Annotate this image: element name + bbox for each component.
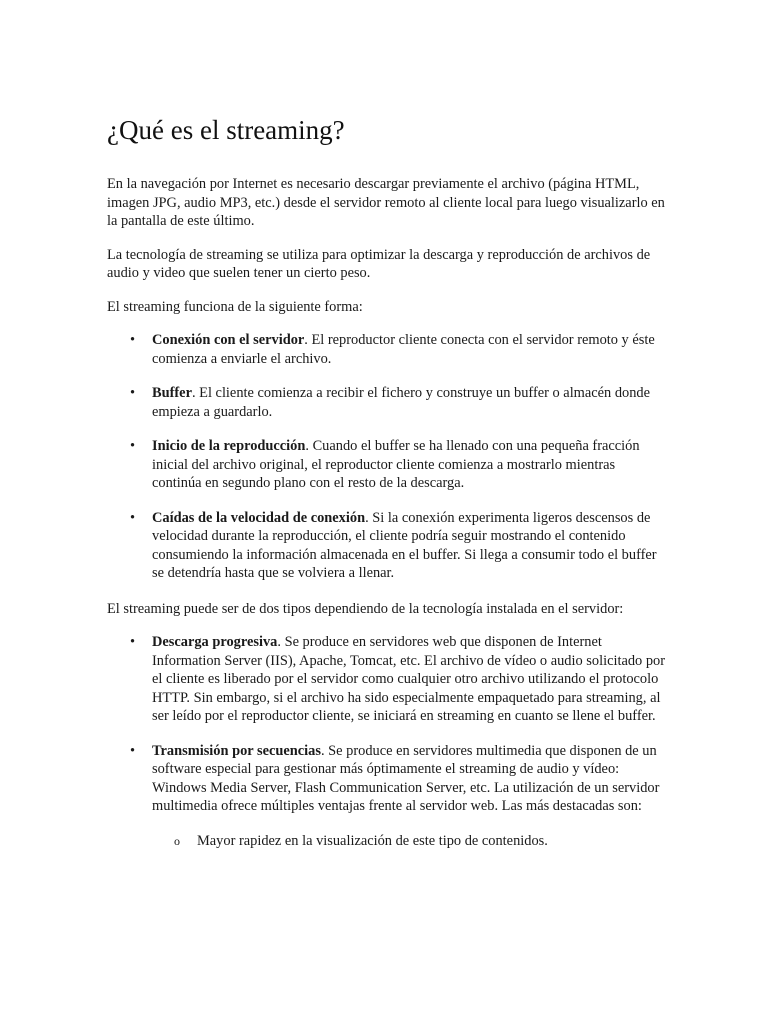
list-item-text: . Se produce en servidores web que disponen de Internet Information Server (IIS), Apache, Tomcat, etc. El archivo de vídeo o audio solicitado por el cliente es liberado por el servidor como cualquier otro archivo utilizando el protocolo HTTP. Sin embargo, si el archivo ha sido especialmente empaquetado para streaming, al ser leído por el reproductor cliente, se iniciará en streaming en cuanto se llene el buffer.	[152, 634, 666, 724]
list-item-text: . Cuando el buffer se ha llenado con una pequeña fracción inicial del archivo original, el reproductor cliente comienza a mostrarlo mientras continúa en segundo plano con el resto de la descarga.	[152, 438, 640, 491]
list-item-text: . El reproductor cliente conecta con el servidor remoto y éste comienza a enviarle el archivo.	[152, 332, 655, 367]
circle-bullet-icon: o	[174, 833, 180, 848]
types-intro-paragraph: El streaming puede ser de dos tipos dependiendo de la tecnología instalada en el servidor:	[107, 600, 624, 617]
list-item	[107, 384, 667, 421]
advantages-list	[152, 832, 667, 851]
bullet-icon: •	[130, 742, 136, 759]
bullet-icon: •	[130, 438, 136, 454]
types-list	[107, 633, 667, 850]
how-it-works-paragraph: El streaming funciona de la siguiente forma:	[107, 298, 363, 315]
bullet-icon: •	[130, 385, 136, 401]
list-item	[107, 742, 667, 851]
page-title: ¿Qué es el streaming?	[107, 115, 345, 145]
sub-list-item	[152, 832, 667, 851]
list-item	[107, 509, 667, 583]
bullet-icon: •	[130, 509, 136, 526]
document-body	[107, 112, 667, 867]
intro-paragraph: En la navegación por Internet es necesario descargar previamente el archivo (página HTML, imagen JPG, audio MP3, etc.) desde el servidor remoto al cliente local para luego visualizarlo en la pantalla de este último.	[107, 176, 665, 229]
bullet-icon: •	[130, 332, 136, 348]
list-item-text: . Se produce en servidores multimedia que disponen de un software especial para gestionar más óptimamente el streaming de audio y vídeo: Windows Media Server, Flash Communication Server, etc. La utilización de un servidor multimedia ofrece múltiples ventajas frente al servidor web. Las más destacadas son:	[152, 742, 660, 814]
bullet-icon: •	[130, 634, 136, 650]
list-item	[107, 331, 667, 368]
list-item-term: Caídas de la velocidad de conexión	[152, 509, 366, 526]
list-item-term: Transmisión por secuencias	[152, 742, 321, 759]
sub-list-item-text: Mayor rapidez en la visualización de este tipo de contenidos.	[197, 832, 548, 849]
list-item-text: . Si la conexión experimenta ligeros descensos de velocidad durante la reproducción, el cliente podría seguir mostrando el contenido consumiendo la información almacenada en el buffer. Si llega a consumir todo el buffer se detendría hasta que se volviera a llenar.	[152, 509, 657, 581]
steps-list	[107, 331, 667, 583]
list-item	[107, 633, 667, 726]
list-item	[107, 437, 667, 493]
list-item-term: Conexión con el servidor	[152, 332, 305, 348]
list-item-term: Descarga progresiva	[152, 634, 278, 650]
list-item-term: Buffer	[152, 385, 192, 401]
technology-paragraph: La tecnología de streaming se utiliza para optimizar la descarga y reproducción de archivos de audio y video que suelen tener un cierto peso.	[107, 246, 651, 281]
list-item-text: . El cliente comienza a recibir el fichero y construye un buffer o almacén donde empieza a guardarlo.	[152, 385, 651, 420]
list-item-term: Inicio de la reproducción	[152, 438, 306, 454]
